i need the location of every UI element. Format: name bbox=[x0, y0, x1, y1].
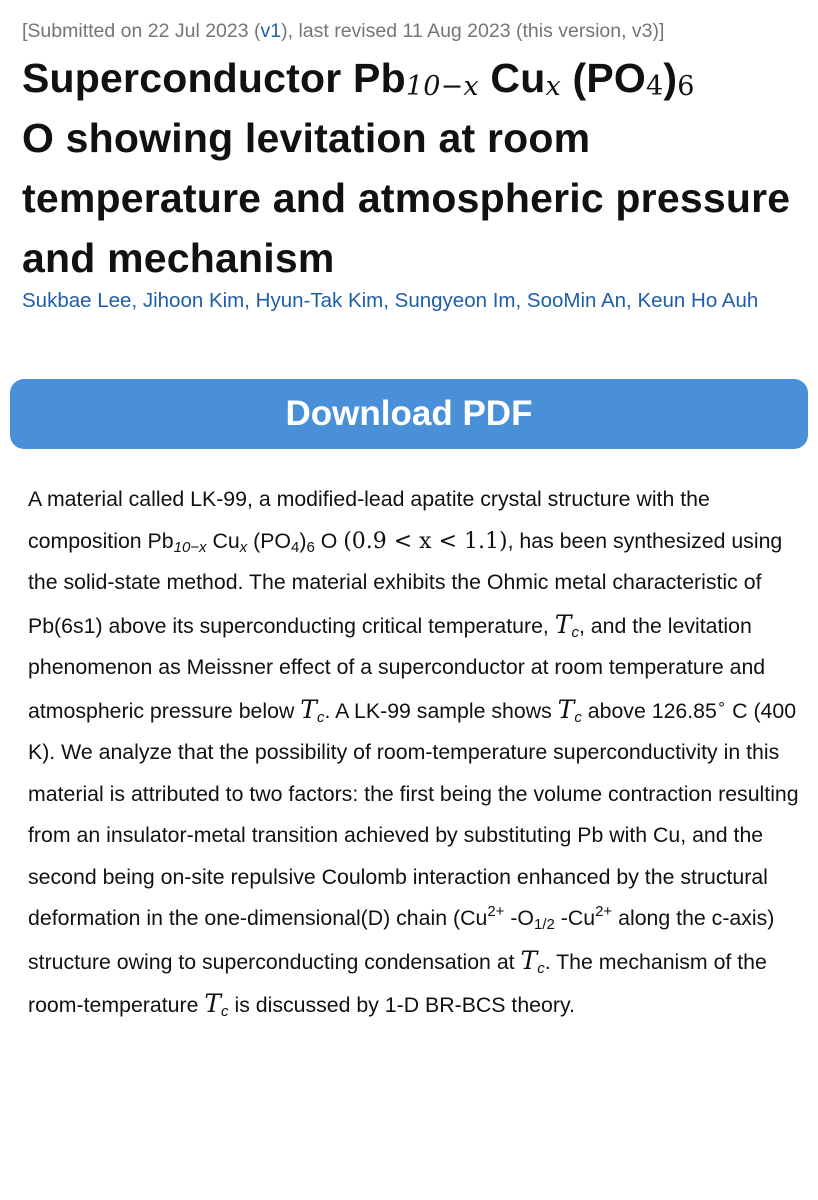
author-link[interactable]: Sungyeon Im bbox=[394, 289, 516, 312]
download-pdf-button[interactable]: Download PDF bbox=[10, 379, 808, 449]
paper-title: Superconductor $Pb_{10-x}$ $Cu_x$ $(PO_4)_6$ O showing levitation at room temperature and atmospheric pressure and mechanism bbox=[22, 55, 791, 281]
abstract-text: A material called LK-99, a modified-lead apatite crystal structure with the composition $Pb_{10-x}$ $Cu_x$ $(PO_4)_6$ O (0.9 < x < 1.1), has been synthesized using the solid-state method. The material exhibits the Ohmic metal characteristic of Pb(6s1) above its superconducting critical temperature, $T_c$, and the levitation phenomenon as Meissner effect of a superconductor at room temperature and atmospheric pressure below $T_c$. A LK-99 sample shows $T_c$ above 126.85∘ C (400 K). We analyze that the possibility of room-temperature superconductivity in this material is attributed to two factors: the first being the volume contraction resulting from an insulator-metal transition achieved by substituting Pb with Cu, and the second being on-site repulsive Coulomb interaction enhanced by the structural deformation in the one-dimensional(D) chain ($Cu^{2+}$ $-O_{1/2}$ $-Cu^{2+}$ along the c-axis) structure owing to superconducting condensation at $T_c$. The mechanism of the room-temperature $T_c$ is discussed by 1-D BR-BCS theory. bbox=[28, 487, 799, 1020]
author-link[interactable]: Keun Ho Auh bbox=[637, 289, 759, 312]
author-link[interactable]: Jihoon Kim bbox=[142, 289, 245, 312]
author-link[interactable]: Sukbae Lee bbox=[22, 289, 132, 312]
submission-suffix: ), last revised 11 Aug 2023 (this version, v3)] bbox=[281, 20, 665, 42]
author-list: Sukbae Lee, Jihoon Kim, Hyun-Tak Kim, Sungyeon Im, SooMin An, Keun Ho Auh bbox=[22, 289, 759, 312]
author-link[interactable]: Hyun-Tak Kim bbox=[255, 289, 384, 312]
submission-history bbox=[22, 18, 812, 44]
version-v1-link[interactable]: v1 bbox=[260, 20, 282, 42]
author-link[interactable]: SooMin An bbox=[526, 289, 627, 312]
submission-prefix: [Submitted on 22 Jul 2023 ( bbox=[22, 20, 261, 42]
